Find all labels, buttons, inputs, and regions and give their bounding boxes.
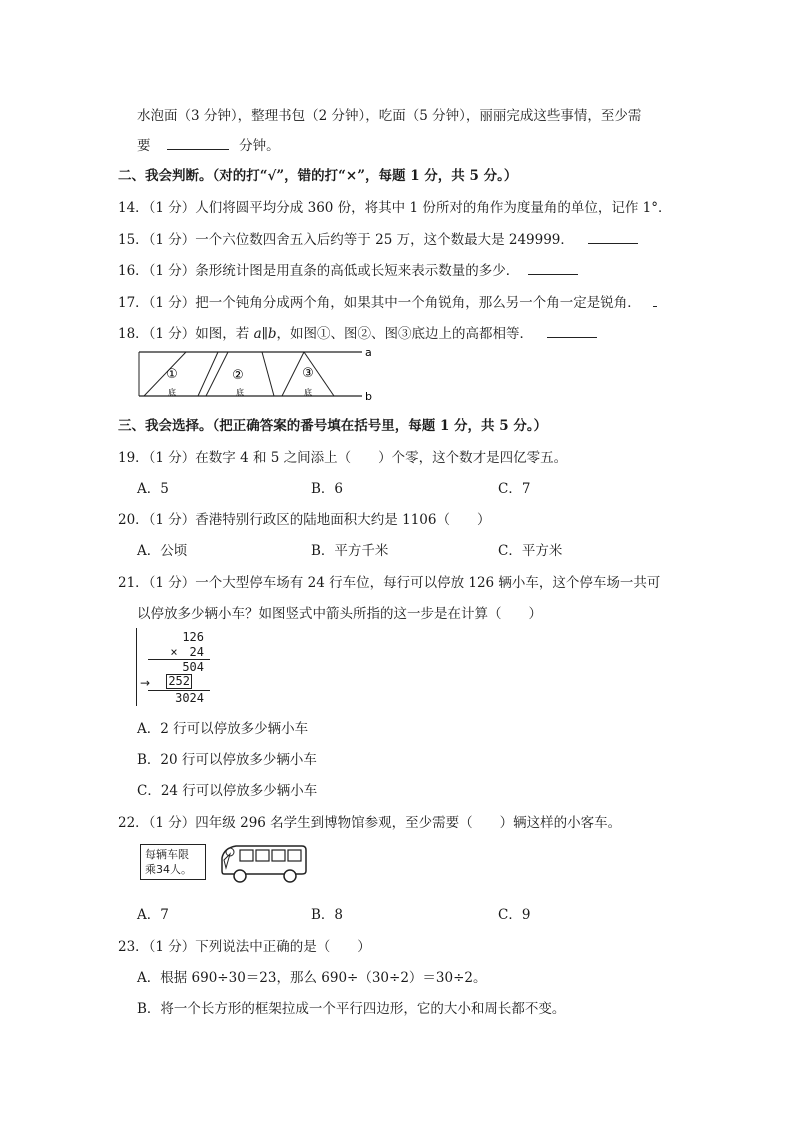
q19-text: 19．（1 分）在数字 4 和 5 之间添上（ ）个零，这个数才是四亿零五。 — [118, 450, 568, 466]
q16-text: 16．（1 分）条形统计图是用直条的高低或长短来表示数量的多少． — [118, 263, 520, 279]
section2-title: 二、我会判断。（对的打“√”，错的打“×”，每题 1 分，共 5 分。） — [118, 168, 518, 184]
q21-line1: 21．（1 分）一个大型停车场有 24 行车位，每行可以停放 126 辆小车，这个停车场一共可 — [118, 575, 661, 591]
q21-calc-figure — [136, 628, 214, 706]
q15-answer-blank[interactable] — [588, 231, 638, 244]
q18-fig-label-a: a — [365, 348, 372, 359]
q19-option-c[interactable]: C．7 — [498, 481, 531, 497]
q18-fig-circled-2: ② — [232, 368, 244, 383]
q20-option-b[interactable]: B．平方千米 — [311, 543, 389, 559]
q23-option-b[interactable]: B．将一个长方形的框架拉成一个平行四边形，它的大小和周长都不变。 — [137, 1001, 566, 1017]
q18-pre: 18．（1 分）如图，若 — [118, 326, 254, 342]
q16-answer-blank[interactable] — [528, 262, 578, 275]
q22-option-b[interactable]: B．8 — [311, 907, 344, 923]
q22-sign-line1: 每辆车限 — [145, 848, 189, 861]
q16-line — [118, 259, 578, 279]
q13-line1: 水泡面（3 分钟），整理书包（2 分钟），吃面（5 分钟），丽丽完成这些事情，至少需 — [137, 108, 642, 124]
q18-parallel-figure — [134, 348, 374, 400]
q22-sign-box — [140, 844, 206, 880]
q22-option-a[interactable]: A．7 — [137, 907, 169, 923]
q21-calc-partial-1: 504 — [182, 660, 204, 674]
q21-calc-multiplicand: 126 — [182, 630, 204, 644]
q20-option-c[interactable]: C．平方米 — [498, 543, 563, 559]
q21-calc-partial-2: 252 — [168, 674, 190, 688]
q13-line2 — [137, 134, 280, 154]
q14-text: 14．（1 分）人们将圆平均分成 360 份，将其中 1 份所对的角作为度量角的单位，记作 1°． — [118, 200, 672, 216]
q18-post: ，如图①、图②、图③底边上的高都相等． — [276, 326, 534, 342]
q17-text: 17．（1 分）把一个钝角分成两个角，如果其中一个角锐角，那么另一个角一定是锐角． — [118, 295, 641, 311]
q15-line — [118, 228, 638, 248]
q19-option-b[interactable]: B．6 — [311, 481, 344, 497]
q21-calc-product: 3024 — [175, 691, 204, 705]
q18-parallel: a∥b — [253, 326, 277, 342]
q20-option-a[interactable]: A．公顷 — [137, 543, 188, 559]
svg-text:①: ① — [166, 367, 178, 382]
q18-line — [118, 322, 597, 342]
q22-text: 22．（1 分）四年级 296 名学生到博物馆参观，至少需要（ ）辆这样的小客车。 — [118, 815, 622, 831]
q23-option-a[interactable]: A．根据 690÷30＝23，那么 690÷（30÷2）＝30÷2。 — [137, 970, 487, 986]
q13-answer-blank[interactable] — [167, 137, 229, 150]
q18-fig-circled-3: ③ — [302, 366, 314, 381]
q20-text: 20．（1 分）香港特别行政区的陆地面积大约是 1106（ ） — [118, 512, 491, 528]
q18-fig-label-b: b — [365, 390, 372, 400]
q21-option-c[interactable]: C．24 行可以停放多少辆小车 — [137, 783, 318, 799]
q15-text: 15．（1 分）一个六位数四舍五入后约等于 25 万，这个数最大是 249999． — [118, 232, 574, 248]
section3-title: 三、我会选择。（把正确答案的番号填在括号里，每题 1 分，共 5 分。） — [118, 418, 548, 434]
q13-line2-post: 分钟。 — [239, 138, 280, 154]
q18-answer-blank[interactable] — [547, 325, 597, 338]
q23-text: 23．（1 分）下列说法中正确的是（ ） — [118, 939, 371, 955]
q21-line2: 以停放多少辆小车？如图竖式中箭头所指的这一步是在计算（ ） — [137, 606, 542, 622]
q17-line — [118, 291, 657, 311]
q21-calc-bracket — [136, 628, 140, 706]
q18-fig-base-2: 底 — [236, 388, 244, 397]
q22-option-c[interactable]: C．9 — [498, 907, 531, 923]
q21-option-a[interactable]: A．2 行可以停放多少辆小车 — [137, 721, 309, 737]
q19-option-a[interactable]: A．5 — [137, 481, 169, 497]
q18-fig-circled-1 — [166, 367, 178, 382]
q18-fig-base-1: 底 — [168, 388, 176, 397]
q21-calc-multiplier: × 24 — [170, 645, 204, 659]
q13-line2-pre: 要 — [137, 138, 151, 154]
bus-icon — [212, 840, 312, 886]
q21-option-b[interactable]: B．20 行可以停放多少辆小车 — [137, 752, 317, 768]
q22-bus-figure — [138, 840, 318, 886]
q17-answer-blank[interactable] — [653, 294, 657, 307]
q18-fig-base-3: 底 — [304, 388, 312, 397]
q21-calc-arrow: → — [140, 676, 151, 690]
q22-sign-line2: 乘34人。 — [145, 863, 192, 876]
